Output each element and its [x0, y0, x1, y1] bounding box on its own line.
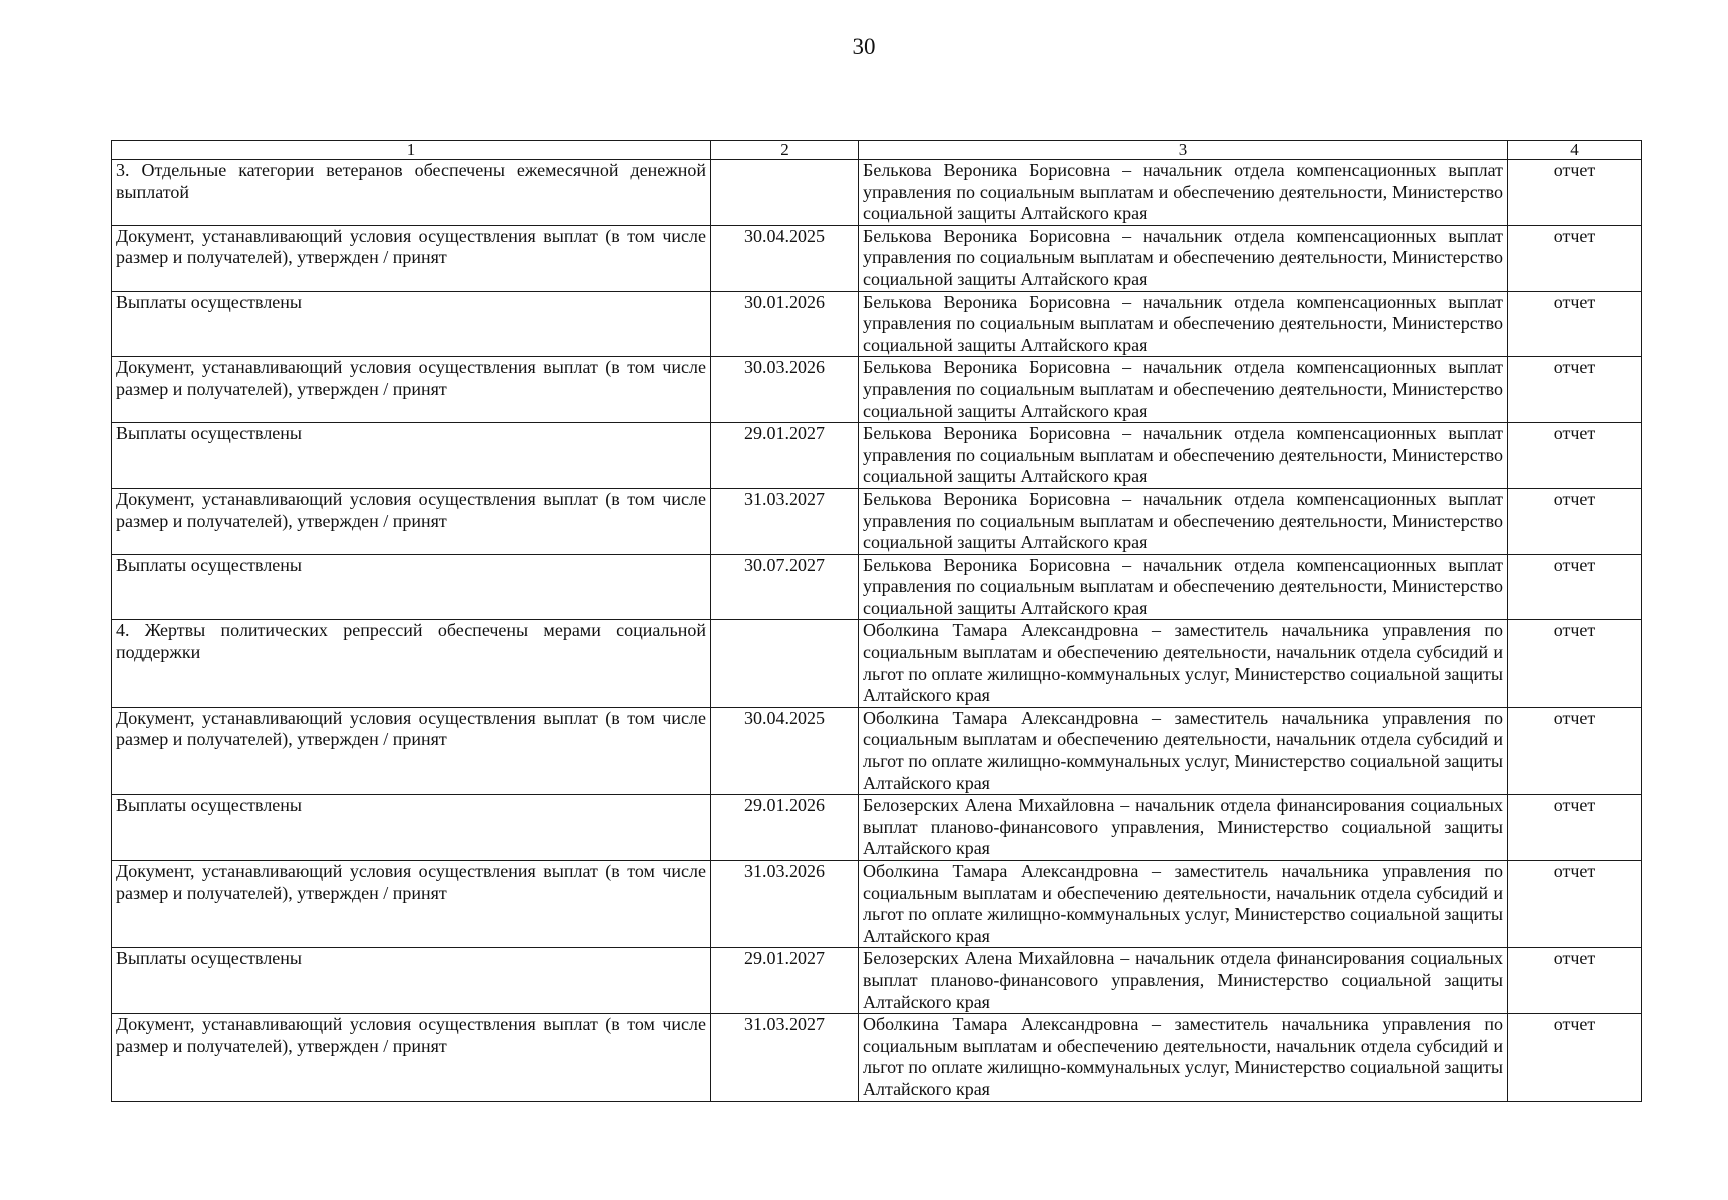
document-cell: отчет — [1508, 948, 1642, 1014]
document-cell: отчет — [1508, 488, 1642, 554]
date-cell: 30.04.2025 — [711, 707, 859, 794]
table-row — [112, 291, 1642, 357]
document-cell: отчет — [1508, 620, 1642, 707]
event-cell: 4. Жертвы политических репрессий обеспечены мерами социальной поддержки — [112, 620, 711, 707]
responsible-cell: Белькова Вероника Борисовна – начальник отдела компенсационных выплат управления по социальным выплатам и обеспечению деятельности, Министерство социальной защиты Алтайского края — [859, 357, 1508, 423]
table-row — [112, 488, 1642, 554]
date-cell: 29.01.2027 — [711, 423, 859, 489]
event-cell: Выплаты осуществлены — [112, 948, 711, 1014]
date-cell: 30.01.2026 — [711, 291, 859, 357]
table-row — [112, 948, 1642, 1014]
date-cell: 29.01.2027 — [711, 948, 859, 1014]
table-row — [112, 554, 1642, 620]
event-cell: 3. Отдельные категории ветеранов обеспечены ежемесячной денежной выплатой — [112, 160, 711, 226]
event-cell: Выплаты осуществлены — [112, 423, 711, 489]
document-cell: отчет — [1508, 1014, 1642, 1101]
responsible-cell: Белозерских Алена Михайловна – начальник отдела финансирования социальных выплат планово-финансового управления, Министерство социальной защиты Алтайского края — [859, 795, 1508, 861]
date-cell — [711, 160, 859, 226]
table-row — [112, 795, 1642, 861]
date-cell: 31.03.2027 — [711, 488, 859, 554]
document-cell: отчет — [1508, 554, 1642, 620]
document-cell: отчет — [1508, 861, 1642, 948]
responsible-cell: Оболкина Тамара Александровна – заместитель начальника управления по социальным выплатам и обеспечению деятельности, начальник отдела субсидий и льгот по оплате жилищно-коммунальных услуг, Министерство социальной защиты Алтайского края — [859, 861, 1508, 948]
responsible-cell: Белькова Вероника Борисовна – начальник отдела компенсационных выплат управления по социальным выплатам и обеспечению деятельности, Министерство социальной защиты Алтайского края — [859, 160, 1508, 226]
event-cell: Выплаты осуществлены — [112, 795, 711, 861]
table-row — [112, 1014, 1642, 1101]
responsible-cell: Белькова Вероника Борисовна – начальник отдела компенсационных выплат управления по социальным выплатам и обеспечению деятельности, Министерство социальной защиты Алтайского края — [859, 291, 1508, 357]
table-header-row — [112, 141, 1642, 160]
date-cell: 31.03.2026 — [711, 861, 859, 948]
responsible-cell: Оболкина Тамара Александровна – заместитель начальника управления по социальным выплатам и обеспечению деятельности, начальник отдела субсидий и льгот по оплате жилищно-коммунальных услуг, Министерство социальной защиты Алтайского края — [859, 620, 1508, 707]
document-cell: отчет — [1508, 225, 1642, 291]
event-cell: Выплаты осуществлены — [112, 554, 711, 620]
responsible-cell: Оболкина Тамара Александровна – заместитель начальника управления по социальным выплатам и обеспечению деятельности, начальник отдела субсидий и льгот по оплате жилищно-коммунальных услуг, Министерство социальной защиты Алтайского края — [859, 707, 1508, 794]
column-number-3: 3 — [859, 141, 1508, 160]
responsible-cell: Оболкина Тамара Александровна – заместитель начальника управления по социальным выплатам и обеспечению деятельности, начальник отдела субсидий и льгот по оплате жилищно-коммунальных услуг, Министерство социальной защиты Алтайского края — [859, 1014, 1508, 1101]
column-number-1: 1 — [112, 141, 711, 160]
document-cell: отчет — [1508, 291, 1642, 357]
event-cell: Документ, устанавливающий условия осуществления выплат (в том числе размер и получателей), утвержден / принят — [112, 357, 711, 423]
responsible-cell: Белькова Вероника Борисовна – начальник отдела компенсационных выплат управления по социальным выплатам и обеспечению деятельности, Министерство социальной защиты Алтайского края — [859, 225, 1508, 291]
date-cell: 29.01.2026 — [711, 795, 859, 861]
date-cell: 31.03.2027 — [711, 1014, 859, 1101]
date-cell: 30.03.2026 — [711, 357, 859, 423]
event-cell: Документ, устанавливающий условия осуществления выплат (в том числе размер и получателей), утвержден / принят — [112, 1014, 711, 1101]
document-cell: отчет — [1508, 160, 1642, 226]
column-number-4: 4 — [1508, 141, 1642, 160]
document-cell: отчет — [1508, 423, 1642, 489]
table-row — [112, 160, 1642, 226]
responsible-cell: Белозерских Алена Михайловна – начальник отдела финансирования социальных выплат планово-финансового управления, Министерство социальной защиты Алтайского края — [859, 948, 1508, 1014]
table-row — [112, 620, 1642, 707]
table-row — [112, 225, 1642, 291]
table-row — [112, 423, 1642, 489]
plan-table — [111, 140, 1642, 1102]
date-cell — [711, 620, 859, 707]
document-cell: отчет — [1508, 795, 1642, 861]
responsible-cell: Белькова Вероника Борисовна – начальник отдела компенсационных выплат управления по социальным выплатам и обеспечению деятельности, Министерство социальной защиты Алтайского края — [859, 554, 1508, 620]
table-row — [112, 707, 1642, 794]
table-row — [112, 861, 1642, 948]
page-number: 30 — [852, 34, 876, 59]
event-cell: Документ, устанавливающий условия осуществления выплат (в том числе размер и получателей), утвержден / принят — [112, 225, 711, 291]
responsible-cell: Белькова Вероника Борисовна – начальник отдела компенсационных выплат управления по социальным выплатам и обеспечению деятельности, Министерство социальной защиты Алтайского края — [859, 423, 1508, 489]
event-cell: Документ, устанавливающий условия осуществления выплат (в том числе размер и получателей), утвержден / принят — [112, 707, 711, 794]
column-number-2: 2 — [711, 141, 859, 160]
event-cell: Выплаты осуществлены — [112, 291, 711, 357]
document-cell: отчет — [1508, 357, 1642, 423]
document-cell: отчет — [1508, 707, 1642, 794]
table-row — [112, 357, 1642, 423]
responsible-cell: Белькова Вероника Борисовна – начальник отдела компенсационных выплат управления по социальным выплатам и обеспечению деятельности, Министерство социальной защиты Алтайского края — [859, 488, 1508, 554]
date-cell: 30.04.2025 — [711, 225, 859, 291]
event-cell: Документ, устанавливающий условия осуществления выплат (в том числе размер и получателей), утвержден / принят — [112, 488, 711, 554]
event-cell: Документ, устанавливающий условия осуществления выплат (в том числе размер и получателей), утвержден / принят — [112, 861, 711, 948]
date-cell: 30.07.2027 — [711, 554, 859, 620]
